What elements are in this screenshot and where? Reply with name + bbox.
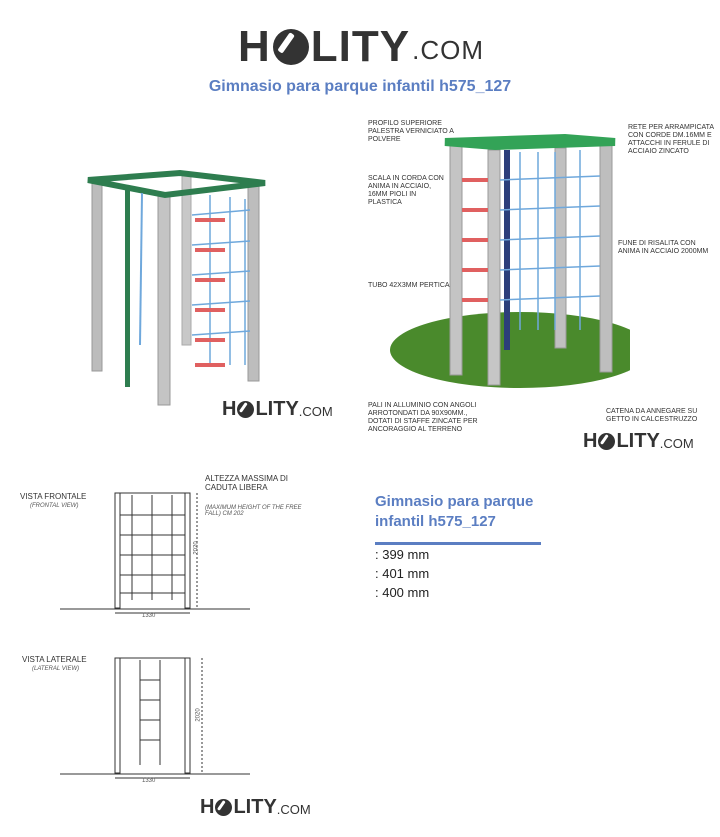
top-frame	[88, 173, 265, 195]
front-height-dim: 2020	[193, 541, 200, 555]
logo-suffix: .COM	[412, 35, 484, 65]
page-title: Gimnasio para parque infantil h575_127	[208, 78, 512, 95]
logo-text: LITY	[310, 22, 411, 71]
logo-o-icon	[215, 799, 232, 816]
lateral-height-dim: 2020	[195, 708, 202, 722]
front-view-label: VISTA FRONTALE	[20, 492, 87, 501]
lateral-view-drawing	[60, 650, 250, 785]
fall-height-sub: (MAXIMUM HEIGHT OF THE FREE FALL) CM 202	[205, 505, 302, 517]
callout-posts: PALI IN ALLUMINIO CON ANGOLI ARROTONDATI DA 90X90MM., DOTATI DI STAFFE ZINCATE PER ANCORAGGIO AL TERRENO	[368, 402, 478, 433]
lateral-view-label: VISTA LATERALE	[22, 655, 87, 664]
brand-logo[interactable]	[238, 22, 484, 72]
callout-rope: FUNE DI RISALITA CON ANIMA IN ACCIAIO 2000MM	[618, 240, 709, 255]
post-front-left	[92, 183, 102, 371]
product-render-left	[70, 165, 280, 415]
top-profile	[445, 138, 615, 146]
logo-o-icon	[237, 401, 254, 418]
product-render-right	[390, 130, 630, 390]
title-divider	[375, 542, 541, 545]
climbing-pole	[125, 187, 130, 387]
front-width-dim: 1330	[142, 613, 156, 619]
net-grid	[500, 150, 600, 330]
lateral-view-sub: (LATERAL VIEW)	[32, 666, 80, 672]
logo-letter-h: H	[238, 22, 271, 71]
watermark-logo-right: H LITY .COM	[583, 430, 694, 452]
watermark-logo-bottom: H LITY .COM	[200, 796, 311, 818]
post-front-right	[158, 193, 170, 405]
callout-tube: TUBO 42X3MM PERTICA	[368, 282, 450, 289]
spec-line-3: : 400 mm	[375, 585, 430, 600]
watermark-logo-left: H LITY .COM	[222, 398, 333, 420]
post-b	[488, 150, 500, 385]
post-back-right	[248, 181, 259, 381]
logo-o-icon	[598, 433, 615, 450]
fall-height-label: ALTEZZA MASSIMA DI CADUTA LIBERA	[205, 474, 288, 492]
callout-net: RETE PER ARRAMPICATA CON CORDE DM.16MM E ATTACCHI IN FERULE DI ACCIAIO ZINCATO	[628, 124, 714, 155]
post-a	[450, 145, 462, 375]
spec-line-1: : 399 mm	[375, 547, 430, 562]
callout-profile: PROFILO SUPERIORE PALESTRA VERNICIATO A POLVERE	[368, 120, 454, 143]
logo-o-icon	[273, 29, 309, 65]
front-view-sub: (FRONTAL VIEW)	[30, 503, 79, 509]
callout-ladder: SCALA IN CORDA CON ANIMA IN ACCIAIO, 16MM PIOLI IN PLASTICA	[368, 175, 444, 206]
climbing-rope	[140, 193, 142, 345]
front-view-drawing	[60, 485, 250, 620]
post-back-left	[182, 175, 191, 345]
post-d	[600, 142, 612, 372]
lateral-width-dim: 1330	[142, 778, 156, 784]
spec-line-2: : 401 mm	[375, 566, 430, 581]
callout-chain: CATENA DA ANNEGARE SU GETTO IN CALCESTRUZZO	[606, 408, 698, 423]
product-name: Gimnasio para parque infantil h575_127	[375, 493, 534, 530]
